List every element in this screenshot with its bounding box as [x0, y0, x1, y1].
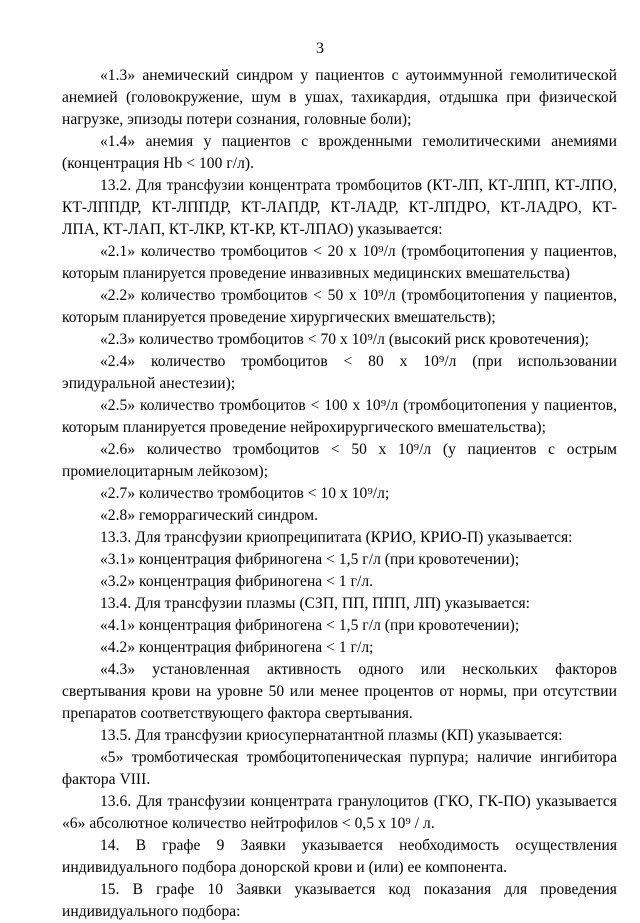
- paragraph: «4.1» концентрация фибриногена < 1,5 г/л (при кровотечении);: [100, 617, 520, 634]
- paragraph: «2.6» количество тромбоцитов < 50 х 10⁹/л (у пациентов с острым промиелоцитарным лейкозом);: [62, 441, 617, 480]
- paragraph: «2.4» количество тромбоцитов < 80 х 10⁹/л (при использовании эпидуральной анестезии);: [62, 353, 617, 392]
- paragraph: «5» тромботическая тромбоцитопеническая пурпура; наличие ингибитора фактора VIII.: [62, 749, 617, 788]
- paragraph: «3.1» концентрация фибриногена < 1,5 г/л (при кровотечении);: [100, 551, 520, 568]
- paragraph: «2.1» количество тромбоцитов < 20 х 10⁹/л (тромбоцитопения у пациентов, которым планируется проведение инвазивных медицинских вмешательства): [62, 243, 617, 282]
- paragraph: 14. В графе 9 Заявки указывается необходимость осуществления индивидуального подбора донорской крови и (или) ее компонента.: [62, 837, 617, 876]
- paragraph: «2.5» количество тромбоцитов < 100 х 10⁹/л (тромбоцитопения у пациентов, которым планируется проведение нейрохирургического вмешательства);: [62, 397, 617, 436]
- paragraph: «2.7» количество тромбоцитов < 10 х 10⁹/л;: [100, 485, 390, 502]
- document-body: [62, 65, 617, 923]
- paragraph: 13.4. Для трансфузии плазмы (СЗП, ПП, ППП, ЛП) указывается:: [100, 595, 531, 612]
- paragraph: 13.2. Для трансфузии концентрата тромбоцитов (КТ-ЛП, КТ-ЛПП, КТ-ЛПО, КТ-ЛППДР, КТ-ЛППДР, КТ-ЛАПДР, КТ-ЛАДР, КТ-ЛПДРО, КТ-ЛАДРО, КТ-ЛПА, КТ-ЛАП, КТ-ЛКР, КТ-КР, КТ-ЛПАО) указывается:: [62, 177, 617, 238]
- paragraph: «2.2» количество тромбоцитов < 50 х 10⁹/л (тромбоцитопения у пациентов, которым планируется проведение хирургических вмешательств);: [62, 287, 617, 326]
- page-number: 3: [316, 40, 324, 57]
- paragraph: «4.3» установленная активность одного или нескольких факторов свертывания крови на уровне 50 или менее процентов от нормы, при отсутствии препаратов соответствующего фактора свертывания.: [62, 661, 617, 722]
- paragraph: 13.6. Для трансфузии концентрата гранулоцитов (ГКО, ГК-ПО) указывается «6» абсолютное количество нейтрофилов < 0,5 х 10⁹ / л.: [62, 793, 617, 832]
- paragraph: 13.5. Для трансфузии криосупернатантной плазмы (КП) указывается:: [100, 727, 563, 744]
- paragraph: 15. В графе 10 Заявки указывается код показания для проведения индивидуального подбора:: [62, 881, 617, 920]
- paragraph: «3.2» концентрация фибриногена < 1 г/л.: [100, 573, 374, 590]
- paragraph: 13.3. Для трансфузии криопреципитата (КРИО, КРИО-П) указывается:: [100, 529, 573, 546]
- paragraph: «1.4» анемия у пациентов с врожденными гемолитическими анемиями (концентрация Hb < 100 г/л).: [62, 133, 617, 172]
- paragraph: «1.3» анемический синдром у пациентов с аутоиммунной гемолитической анемией (головокружение, шум в ушах, тахикардия, отдышка при физической нагрузке, эпизоды потери сознания, головные боли);: [62, 67, 617, 128]
- paragraph: «2.3» количество тромбоцитов < 70 х 10⁹/л (высокий риск кровотечения);: [100, 331, 590, 348]
- paragraph: «4.2» концентрация фибриногена < 1 г/л;: [100, 639, 374, 656]
- paragraph: «2.8» геморрагический синдром.: [100, 507, 319, 524]
